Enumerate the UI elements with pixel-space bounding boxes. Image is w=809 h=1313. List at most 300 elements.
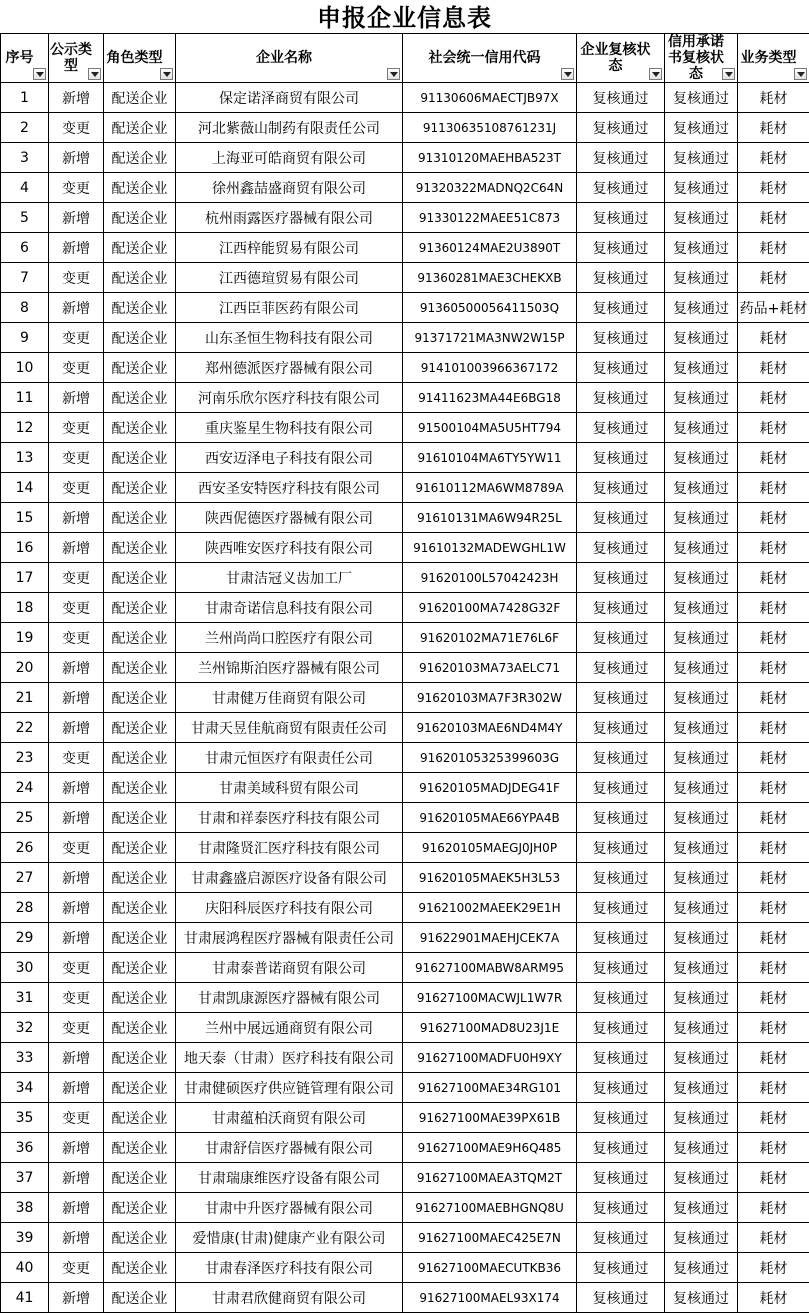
cell-publicity-type[interactable]: 变更 xyxy=(49,953,104,983)
cell-business-type[interactable]: 耗材 xyxy=(738,443,809,473)
cell-credit-code[interactable]: 91627100MAEA3TQM2T xyxy=(403,1163,577,1193)
cell-index[interactable]: 6 xyxy=(1,233,49,263)
cell-credit-code[interactable]: 914101003966367172 xyxy=(403,353,577,383)
cell-credit-code[interactable]: 91620105MAEK5H3L53 xyxy=(403,863,577,893)
cell-company-name[interactable]: 甘肃舒信医疗器械有限公司 xyxy=(176,1133,403,1163)
cell-publicity-type[interactable]: 变更 xyxy=(49,1103,104,1133)
cell-commitment-status[interactable]: 复核通过 xyxy=(665,323,738,353)
cell-commitment-status[interactable]: 复核通过 xyxy=(665,1283,738,1313)
cell-index[interactable]: 7 xyxy=(1,263,49,293)
cell-review-status[interactable]: 复核通过 xyxy=(577,563,665,593)
cell-company-name[interactable]: 甘肃春泽医疗科技有限公司 xyxy=(176,1253,403,1283)
cell-credit-code[interactable]: 91411623MA44E6BG18 xyxy=(403,383,577,413)
cell-credit-code[interactable]: 91330122MAEE51C873 xyxy=(403,203,577,233)
cell-index[interactable]: 5 xyxy=(1,203,49,233)
cell-credit-code[interactable]: 91627100MAE34RG101 xyxy=(403,1073,577,1103)
cell-commitment-status[interactable]: 复核通过 xyxy=(665,803,738,833)
cell-review-status[interactable]: 复核通过 xyxy=(577,443,665,473)
cell-role-type[interactable]: 配送企业 xyxy=(104,383,176,413)
cell-review-status[interactable]: 复核通过 xyxy=(577,593,665,623)
cell-commitment-status[interactable]: 复核通过 xyxy=(665,233,738,263)
cell-company-name[interactable]: 西安迈泽电子科技有限公司 xyxy=(176,443,403,473)
cell-review-status[interactable]: 复核通过 xyxy=(577,1013,665,1043)
cell-business-type[interactable]: 耗材 xyxy=(738,83,809,113)
cell-business-type[interactable]: 耗材 xyxy=(738,383,809,413)
cell-index[interactable]: 8 xyxy=(1,293,49,323)
cell-role-type[interactable]: 配送企业 xyxy=(104,773,176,803)
cell-role-type[interactable]: 配送企业 xyxy=(104,863,176,893)
cell-review-status[interactable]: 复核通过 xyxy=(577,533,665,563)
cell-review-status[interactable]: 复核通过 xyxy=(577,683,665,713)
cell-credit-code[interactable]: 91627100MAE39PX61B xyxy=(403,1103,577,1133)
cell-role-type[interactable]: 配送企业 xyxy=(104,293,176,323)
cell-commitment-status[interactable]: 复核通过 xyxy=(665,1193,738,1223)
cell-index[interactable]: 31 xyxy=(1,983,49,1013)
cell-publicity-type[interactable]: 变更 xyxy=(49,443,104,473)
cell-index[interactable]: 14 xyxy=(1,473,49,503)
cell-publicity-type[interactable]: 变更 xyxy=(49,1013,104,1043)
cell-index[interactable]: 37 xyxy=(1,1163,49,1193)
cell-company-name[interactable]: 甘肃蕴柏沃商贸有限公司 xyxy=(176,1103,403,1133)
cell-credit-code[interactable]: 91620105MAE66YPA4B xyxy=(403,803,577,833)
cell-role-type[interactable]: 配送企业 xyxy=(104,1043,176,1073)
cell-index[interactable]: 26 xyxy=(1,833,49,863)
cell-credit-code[interactable]: 91130635108761231J xyxy=(403,113,577,143)
cell-role-type[interactable]: 配送企业 xyxy=(104,1133,176,1163)
cell-index[interactable]: 33 xyxy=(1,1043,49,1073)
cell-business-type[interactable]: 耗材 xyxy=(738,1043,809,1073)
cell-credit-code[interactable]: 91360281MAE3CHEKXB xyxy=(403,263,577,293)
cell-business-type[interactable]: 耗材 xyxy=(738,1103,809,1133)
filter-dropdown-icon[interactable] xyxy=(33,68,46,80)
cell-commitment-status[interactable]: 复核通过 xyxy=(665,893,738,923)
cell-index[interactable]: 3 xyxy=(1,143,49,173)
cell-role-type[interactable]: 配送企业 xyxy=(104,413,176,443)
cell-business-type[interactable]: 耗材 xyxy=(738,593,809,623)
cell-role-type[interactable]: 配送企业 xyxy=(104,1073,176,1103)
cell-company-name[interactable]: 甘肃洁冠义齿加工厂 xyxy=(176,563,403,593)
cell-review-status[interactable]: 复核通过 xyxy=(577,203,665,233)
cell-role-type[interactable]: 配送企业 xyxy=(104,713,176,743)
cell-company-name[interactable]: 江西德瑄贸易有限公司 xyxy=(176,263,403,293)
cell-index[interactable]: 15 xyxy=(1,503,49,533)
cell-review-status[interactable]: 复核通过 xyxy=(577,1253,665,1283)
filter-dropdown-icon[interactable] xyxy=(160,68,173,80)
cell-company-name[interactable]: 甘肃健硕医疗供应链管理有限公司 xyxy=(176,1073,403,1103)
cell-credit-code[interactable]: 91627100MAE9H6Q485 xyxy=(403,1133,577,1163)
cell-index[interactable]: 30 xyxy=(1,953,49,983)
cell-role-type[interactable]: 配送企业 xyxy=(104,563,176,593)
cell-publicity-type[interactable]: 新增 xyxy=(49,713,104,743)
cell-index[interactable]: 19 xyxy=(1,623,49,653)
filter-dropdown-icon[interactable] xyxy=(794,68,807,80)
cell-company-name[interactable]: 甘肃美域科贸有限公司 xyxy=(176,773,403,803)
cell-role-type[interactable]: 配送企业 xyxy=(104,953,176,983)
cell-publicity-type[interactable]: 变更 xyxy=(49,623,104,653)
cell-review-status[interactable]: 复核通过 xyxy=(577,923,665,953)
cell-publicity-type[interactable]: 新增 xyxy=(49,83,104,113)
cell-review-status[interactable]: 复核通过 xyxy=(577,1193,665,1223)
cell-company-name[interactable]: 甘肃君欣健商贸有限公司 xyxy=(176,1283,403,1313)
cell-commitment-status[interactable]: 复核通过 xyxy=(665,263,738,293)
cell-business-type[interactable]: 耗材 xyxy=(738,1253,809,1283)
cell-company-name[interactable]: 甘肃奇诺信息科技有限公司 xyxy=(176,593,403,623)
cell-business-type[interactable]: 耗材 xyxy=(738,1013,809,1043)
cell-publicity-type[interactable]: 变更 xyxy=(49,473,104,503)
cell-publicity-type[interactable]: 变更 xyxy=(49,983,104,1013)
cell-publicity-type[interactable]: 新增 xyxy=(49,293,104,323)
cell-review-status[interactable]: 复核通过 xyxy=(577,1073,665,1103)
cell-publicity-type[interactable]: 变更 xyxy=(49,263,104,293)
cell-credit-code[interactable]: 91610112MA6WM8789A xyxy=(403,473,577,503)
cell-index[interactable]: 38 xyxy=(1,1193,49,1223)
cell-review-status[interactable]: 复核通过 xyxy=(577,413,665,443)
cell-commitment-status[interactable]: 复核通过 xyxy=(665,293,738,323)
cell-commitment-status[interactable]: 复核通过 xyxy=(665,1043,738,1073)
cell-role-type[interactable]: 配送企业 xyxy=(104,533,176,563)
cell-commitment-status[interactable]: 复核通过 xyxy=(665,443,738,473)
cell-company-name[interactable]: 郑州德派医疗器械有限公司 xyxy=(176,353,403,383)
cell-credit-code[interactable]: 91627100MACWJL1W7R xyxy=(403,983,577,1013)
cell-company-name[interactable]: 上海亚可皓商贸有限公司 xyxy=(176,143,403,173)
cell-commitment-status[interactable]: 复核通过 xyxy=(665,863,738,893)
cell-company-name[interactable]: 山东圣恒生物科技有限公司 xyxy=(176,323,403,353)
cell-role-type[interactable]: 配送企业 xyxy=(104,1283,176,1313)
cell-company-name[interactable]: 河北紫薇山制药有限责任公司 xyxy=(176,113,403,143)
cell-index[interactable]: 17 xyxy=(1,563,49,593)
cell-business-type[interactable]: 耗材 xyxy=(738,263,809,293)
cell-commitment-status[interactable]: 复核通过 xyxy=(665,923,738,953)
cell-review-status[interactable]: 复核通过 xyxy=(577,1103,665,1133)
cell-role-type[interactable]: 配送企业 xyxy=(104,593,176,623)
filter-dropdown-icon[interactable] xyxy=(722,68,735,80)
cell-commitment-status[interactable]: 复核通过 xyxy=(665,623,738,653)
cell-publicity-type[interactable]: 新增 xyxy=(49,503,104,533)
cell-publicity-type[interactable]: 新增 xyxy=(49,203,104,233)
cell-business-type[interactable]: 耗材 xyxy=(738,1193,809,1223)
cell-publicity-type[interactable]: 新增 xyxy=(49,1223,104,1253)
cell-company-name[interactable]: 陕西伲德医疗器械有限公司 xyxy=(176,503,403,533)
cell-publicity-type[interactable]: 新增 xyxy=(49,683,104,713)
cell-publicity-type[interactable]: 变更 xyxy=(49,743,104,773)
cell-commitment-status[interactable]: 复核通过 xyxy=(665,983,738,1013)
cell-review-status[interactable]: 复核通过 xyxy=(577,1223,665,1253)
cell-index[interactable]: 36 xyxy=(1,1133,49,1163)
cell-business-type[interactable]: 耗材 xyxy=(738,113,809,143)
cell-business-type[interactable]: 耗材 xyxy=(738,833,809,863)
cell-index[interactable]: 21 xyxy=(1,683,49,713)
cell-business-type[interactable]: 耗材 xyxy=(738,173,809,203)
cell-business-type[interactable]: 药品+耗材 xyxy=(738,293,809,323)
cell-credit-code[interactable]: 91627100MADFU0H9XY xyxy=(403,1043,577,1073)
cell-company-name[interactable]: 甘肃和祥泰医疗科技有限公司 xyxy=(176,803,403,833)
cell-company-name[interactable]: 杭州雨露医疗器械有限公司 xyxy=(176,203,403,233)
cell-business-type[interactable]: 耗材 xyxy=(738,1073,809,1103)
cell-review-status[interactable]: 复核通过 xyxy=(577,803,665,833)
cell-commitment-status[interactable]: 复核通过 xyxy=(665,1223,738,1253)
cell-credit-code[interactable]: 91620100MA7428G32F xyxy=(403,593,577,623)
cell-role-type[interactable]: 配送企业 xyxy=(104,923,176,953)
cell-company-name[interactable]: 甘肃鑫盛启源医疗设备有限公司 xyxy=(176,863,403,893)
cell-business-type[interactable]: 耗材 xyxy=(738,863,809,893)
cell-company-name[interactable]: 江西臣菲医药有限公司 xyxy=(176,293,403,323)
cell-review-status[interactable]: 复核通过 xyxy=(577,983,665,1013)
cell-review-status[interactable]: 复核通过 xyxy=(577,623,665,653)
cell-review-status[interactable]: 复核通过 xyxy=(577,83,665,113)
cell-commitment-status[interactable]: 复核通过 xyxy=(665,1013,738,1043)
cell-role-type[interactable]: 配送企业 xyxy=(104,833,176,863)
cell-role-type[interactable]: 配送企业 xyxy=(104,83,176,113)
cell-credit-code[interactable]: 91627100MAEL93X174 xyxy=(403,1283,577,1313)
cell-business-type[interactable]: 耗材 xyxy=(738,473,809,503)
cell-role-type[interactable]: 配送企业 xyxy=(104,653,176,683)
cell-publicity-type[interactable]: 新增 xyxy=(49,1163,104,1193)
cell-role-type[interactable]: 配送企业 xyxy=(104,1193,176,1223)
cell-business-type[interactable]: 耗材 xyxy=(738,743,809,773)
cell-commitment-status[interactable]: 复核通过 xyxy=(665,533,738,563)
cell-publicity-type[interactable]: 新增 xyxy=(49,143,104,173)
cell-review-status[interactable]: 复核通过 xyxy=(577,1043,665,1073)
cell-role-type[interactable]: 配送企业 xyxy=(104,1223,176,1253)
cell-credit-code[interactable]: 91360124MAE2U3890T xyxy=(403,233,577,263)
cell-credit-code[interactable]: 91620103MA73AELC71 xyxy=(403,653,577,683)
cell-credit-code[interactable]: 91610132MADEWGHL1W xyxy=(403,533,577,563)
cell-commitment-status[interactable]: 复核通过 xyxy=(665,833,738,863)
cell-publicity-type[interactable]: 新增 xyxy=(49,773,104,803)
cell-business-type[interactable]: 耗材 xyxy=(738,1223,809,1253)
cell-business-type[interactable]: 耗材 xyxy=(738,1133,809,1163)
cell-index[interactable]: 18 xyxy=(1,593,49,623)
cell-commitment-status[interactable]: 复核通过 xyxy=(665,653,738,683)
cell-commitment-status[interactable]: 复核通过 xyxy=(665,473,738,503)
cell-index[interactable]: 22 xyxy=(1,713,49,743)
cell-publicity-type[interactable]: 新增 xyxy=(49,1283,104,1313)
cell-publicity-type[interactable]: 新增 xyxy=(49,803,104,833)
cell-publicity-type[interactable]: 变更 xyxy=(49,833,104,863)
cell-index[interactable]: 16 xyxy=(1,533,49,563)
cell-company-name[interactable]: 徐州鑫喆盛商贸有限公司 xyxy=(176,173,403,203)
cell-commitment-status[interactable]: 复核通过 xyxy=(665,353,738,383)
cell-business-type[interactable]: 耗材 xyxy=(738,953,809,983)
cell-publicity-type[interactable]: 新增 xyxy=(49,383,104,413)
cell-company-name[interactable]: 地天泰（甘肃）医疗科技有限公司 xyxy=(176,1043,403,1073)
cell-company-name[interactable]: 江西梓能贸易有限公司 xyxy=(176,233,403,263)
cell-credit-code[interactable]: 91610131MA6W94R25L xyxy=(403,503,577,533)
cell-role-type[interactable]: 配送企业 xyxy=(104,623,176,653)
cell-index[interactable]: 10 xyxy=(1,353,49,383)
cell-commitment-status[interactable]: 复核通过 xyxy=(665,83,738,113)
filter-dropdown-icon[interactable] xyxy=(649,68,662,80)
cell-publicity-type[interactable]: 变更 xyxy=(49,1253,104,1283)
cell-role-type[interactable]: 配送企业 xyxy=(104,743,176,773)
cell-review-status[interactable]: 复核通过 xyxy=(577,263,665,293)
cell-index[interactable]: 41 xyxy=(1,1283,49,1313)
cell-credit-code[interactable]: 91610104MA6TY5YW11 xyxy=(403,443,577,473)
cell-business-type[interactable]: 耗材 xyxy=(738,623,809,653)
cell-business-type[interactable]: 耗材 xyxy=(738,353,809,383)
cell-role-type[interactable]: 配送企业 xyxy=(104,803,176,833)
cell-index[interactable]: 9 xyxy=(1,323,49,353)
cell-review-status[interactable]: 复核通过 xyxy=(577,1283,665,1313)
cell-index[interactable]: 1 xyxy=(1,83,49,113)
cell-commitment-status[interactable]: 复核通过 xyxy=(665,953,738,983)
cell-commitment-status[interactable]: 复核通过 xyxy=(665,413,738,443)
cell-index[interactable]: 12 xyxy=(1,413,49,443)
filter-dropdown-icon[interactable] xyxy=(387,68,400,80)
cell-business-type[interactable]: 耗材 xyxy=(738,143,809,173)
cell-company-name[interactable]: 甘肃天昱佳航商贸有限责任公司 xyxy=(176,713,403,743)
cell-index[interactable]: 28 xyxy=(1,893,49,923)
cell-commitment-status[interactable]: 复核通过 xyxy=(665,593,738,623)
cell-company-name[interactable]: 河南乐欣尔医疗科技有限公司 xyxy=(176,383,403,413)
cell-publicity-type[interactable]: 新增 xyxy=(49,233,104,263)
cell-review-status[interactable]: 复核通过 xyxy=(577,473,665,503)
cell-credit-code[interactable]: 91130606MAECTJB97X xyxy=(403,83,577,113)
cell-commitment-status[interactable]: 复核通过 xyxy=(665,713,738,743)
cell-role-type[interactable]: 配送企业 xyxy=(104,683,176,713)
cell-commitment-status[interactable]: 复核通过 xyxy=(665,503,738,533)
cell-company-name[interactable]: 甘肃瑞康维医疗设备有限公司 xyxy=(176,1163,403,1193)
cell-index[interactable]: 34 xyxy=(1,1073,49,1103)
cell-business-type[interactable]: 耗材 xyxy=(738,503,809,533)
cell-commitment-status[interactable]: 复核通过 xyxy=(665,683,738,713)
cell-credit-code[interactable]: 91620100L57042423H xyxy=(403,563,577,593)
cell-role-type[interactable]: 配送企业 xyxy=(104,173,176,203)
cell-role-type[interactable]: 配送企业 xyxy=(104,1103,176,1133)
cell-review-status[interactable]: 复核通过 xyxy=(577,173,665,203)
cell-publicity-type[interactable]: 变更 xyxy=(49,413,104,443)
cell-commitment-status[interactable]: 复核通过 xyxy=(665,1253,738,1283)
cell-role-type[interactable]: 配送企业 xyxy=(104,353,176,383)
cell-business-type[interactable]: 耗材 xyxy=(738,923,809,953)
cell-review-status[interactable]: 复核通过 xyxy=(577,953,665,983)
cell-company-name[interactable]: 兰州中展远通商贸有限公司 xyxy=(176,1013,403,1043)
cell-index[interactable]: 32 xyxy=(1,1013,49,1043)
cell-review-status[interactable]: 复核通过 xyxy=(577,863,665,893)
cell-role-type[interactable]: 配送企业 xyxy=(104,233,176,263)
cell-index[interactable]: 2 xyxy=(1,113,49,143)
cell-company-name[interactable]: 西安圣安特医疗科技有限公司 xyxy=(176,473,403,503)
cell-review-status[interactable]: 复核通过 xyxy=(577,1133,665,1163)
cell-business-type[interactable]: 耗材 xyxy=(738,1163,809,1193)
cell-role-type[interactable]: 配送企业 xyxy=(104,1013,176,1043)
cell-credit-code[interactable]: 91627100MABW8ARM95 xyxy=(403,953,577,983)
cell-review-status[interactable]: 复核通过 xyxy=(577,743,665,773)
cell-company-name[interactable]: 甘肃中升医疗器械有限公司 xyxy=(176,1193,403,1223)
cell-company-name[interactable]: 甘肃凯康源医疗器械有限公司 xyxy=(176,983,403,1013)
cell-company-name[interactable]: 甘肃泰普诺商贸有限公司 xyxy=(176,953,403,983)
cell-business-type[interactable]: 耗材 xyxy=(738,773,809,803)
cell-publicity-type[interactable]: 变更 xyxy=(49,113,104,143)
cell-commitment-status[interactable]: 复核通过 xyxy=(665,773,738,803)
cell-role-type[interactable]: 配送企业 xyxy=(104,143,176,173)
cell-credit-code[interactable]: 91627100MAEC425E7N xyxy=(403,1223,577,1253)
cell-company-name[interactable]: 甘肃隆贤汇医疗科技有限公司 xyxy=(176,833,403,863)
cell-credit-code[interactable]: 91310120MAEHBA523T xyxy=(403,143,577,173)
cell-company-name[interactable]: 兰州锦斯泊医疗器械有限公司 xyxy=(176,653,403,683)
cell-commitment-status[interactable]: 复核通过 xyxy=(665,173,738,203)
cell-company-name[interactable]: 兰州尚尚口腔医疗有限公司 xyxy=(176,623,403,653)
cell-role-type[interactable]: 配送企业 xyxy=(104,203,176,233)
cell-index[interactable]: 13 xyxy=(1,443,49,473)
cell-index[interactable]: 11 xyxy=(1,383,49,413)
cell-publicity-type[interactable]: 新增 xyxy=(49,533,104,563)
cell-commitment-status[interactable]: 复核通过 xyxy=(665,1163,738,1193)
cell-credit-code[interactable]: 91620103MAE6ND4M4Y xyxy=(403,713,577,743)
cell-review-status[interactable]: 复核通过 xyxy=(577,353,665,383)
cell-role-type[interactable]: 配送企业 xyxy=(104,983,176,1013)
cell-index[interactable]: 27 xyxy=(1,863,49,893)
cell-publicity-type[interactable]: 变更 xyxy=(49,353,104,383)
cell-commitment-status[interactable]: 复核通过 xyxy=(665,113,738,143)
cell-commitment-status[interactable]: 复核通过 xyxy=(665,563,738,593)
cell-role-type[interactable]: 配送企业 xyxy=(104,443,176,473)
cell-business-type[interactable]: 耗材 xyxy=(738,233,809,263)
cell-publicity-type[interactable]: 新增 xyxy=(49,1043,104,1073)
cell-role-type[interactable]: 配送企业 xyxy=(104,473,176,503)
cell-publicity-type[interactable]: 新增 xyxy=(49,1133,104,1163)
cell-commitment-status[interactable]: 复核通过 xyxy=(665,1103,738,1133)
cell-credit-code[interactable]: 91627100MAD8U23J1E xyxy=(403,1013,577,1043)
cell-role-type[interactable]: 配送企业 xyxy=(104,113,176,143)
cell-business-type[interactable]: 耗材 xyxy=(738,803,809,833)
cell-business-type[interactable]: 耗材 xyxy=(738,203,809,233)
cell-company-name[interactable]: 甘肃展鸿程医疗器械有限责任公司 xyxy=(176,923,403,953)
cell-publicity-type[interactable]: 新增 xyxy=(49,653,104,683)
cell-credit-code[interactable]: 91360500056411503Q xyxy=(403,293,577,323)
cell-review-status[interactable]: 复核通过 xyxy=(577,143,665,173)
cell-business-type[interactable]: 耗材 xyxy=(738,1283,809,1313)
cell-company-name[interactable]: 重庆鉴星生物科技有限公司 xyxy=(176,413,403,443)
cell-role-type[interactable]: 配送企业 xyxy=(104,1163,176,1193)
cell-commitment-status[interactable]: 复核通过 xyxy=(665,383,738,413)
cell-commitment-status[interactable]: 复核通过 xyxy=(665,1133,738,1163)
cell-publicity-type[interactable]: 新增 xyxy=(49,863,104,893)
cell-credit-code[interactable]: 91621002MAEEK29E1H xyxy=(403,893,577,923)
cell-review-status[interactable]: 复核通过 xyxy=(577,1163,665,1193)
cell-review-status[interactable]: 复核通过 xyxy=(577,383,665,413)
filter-dropdown-icon[interactable] xyxy=(88,68,101,80)
cell-role-type[interactable]: 配送企业 xyxy=(104,503,176,533)
cell-commitment-status[interactable]: 复核通过 xyxy=(665,143,738,173)
cell-index[interactable]: 20 xyxy=(1,653,49,683)
cell-credit-code[interactable]: 91620102MA71E76L6F xyxy=(403,623,577,653)
cell-review-status[interactable]: 复核通过 xyxy=(577,773,665,803)
cell-credit-code[interactable]: 91320322MADNQ2C64N xyxy=(403,173,577,203)
cell-publicity-type[interactable]: 新增 xyxy=(49,923,104,953)
cell-credit-code[interactable]: 91622901MAEHJCEK7A xyxy=(403,923,577,953)
cell-review-status[interactable]: 复核通过 xyxy=(577,653,665,683)
cell-review-status[interactable]: 复核通过 xyxy=(577,233,665,263)
cell-business-type[interactable]: 耗材 xyxy=(738,533,809,563)
cell-index[interactable]: 23 xyxy=(1,743,49,773)
cell-commitment-status[interactable]: 复核通过 xyxy=(665,1073,738,1103)
cell-review-status[interactable]: 复核通过 xyxy=(577,113,665,143)
cell-business-type[interactable]: 耗材 xyxy=(738,413,809,443)
cell-index[interactable]: 25 xyxy=(1,803,49,833)
cell-credit-code[interactable]: 91620105MADJDEG41F xyxy=(403,773,577,803)
cell-business-type[interactable]: 耗材 xyxy=(738,563,809,593)
cell-review-status[interactable]: 复核通过 xyxy=(577,293,665,323)
cell-publicity-type[interactable]: 变更 xyxy=(49,593,104,623)
cell-credit-code[interactable]: 91620105MAEGJ0JH0P xyxy=(403,833,577,863)
cell-company-name[interactable]: 甘肃元恒医疗有限责任公司 xyxy=(176,743,403,773)
cell-index[interactable]: 29 xyxy=(1,923,49,953)
cell-role-type[interactable]: 配送企业 xyxy=(104,323,176,353)
cell-credit-code[interactable]: 91627100MAEBHGNQ8U xyxy=(403,1193,577,1223)
cell-credit-code[interactable]: 91620103MA7F3R302W xyxy=(403,683,577,713)
cell-index[interactable]: 35 xyxy=(1,1103,49,1133)
